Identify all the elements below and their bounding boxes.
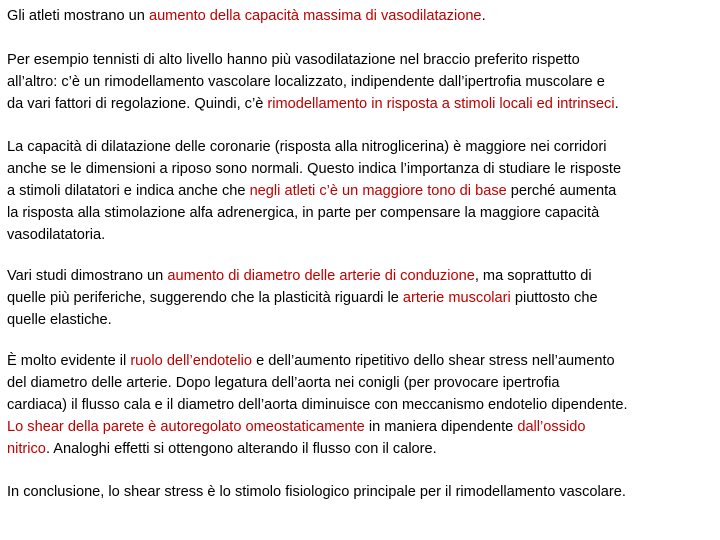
text-line — [7, 93, 717, 115]
body-text: piuttosto che — [510, 290, 598, 306]
body-text: da vari fattori di regolazione. Quindi, c’è — [7, 96, 268, 112]
text-line — [7, 202, 717, 224]
body-text: a stimoli dilatatori e indica anche che — [7, 183, 250, 199]
text-line — [7, 481, 717, 503]
highlighted-text: negli atleti c’è un maggiore tono di base — [249, 183, 507, 199]
body-text: perché aumenta — [506, 183, 617, 199]
text-line — [7, 350, 717, 372]
body-text: del diametro delle arterie. Dopo legatura dell’aorta nei conigli (per provocare ipertrofia — [7, 375, 560, 391]
highlighted-text: dall’ossido — [517, 419, 586, 435]
body-text: quelle elastiche. — [7, 312, 112, 328]
highlighted-text: ruolo dell’endotelio — [130, 353, 253, 369]
body-text: e dell’aumento ripetitivo dello shear stress nell’aumento — [252, 353, 615, 369]
highlighted-text: aumento della capacità massima di vasodilatazione — [148, 8, 482, 24]
body-text: È molto evidente il — [7, 353, 131, 369]
text-line — [7, 394, 717, 416]
highlighted-text: arterie muscolari — [402, 290, 511, 306]
text-line — [7, 438, 717, 460]
body-text: in maniera dipendente — [364, 419, 518, 435]
paragraph-athletes-vasodilation — [7, 5, 717, 27]
body-text: Per esempio tennisti di alto livello hanno più vasodilatazione nel braccio preferito rispetto — [7, 52, 580, 68]
paragraph-tennis-example — [7, 49, 717, 115]
text-line — [7, 372, 717, 394]
text-line — [7, 5, 717, 27]
body-text: la risposta alla stimolazione alfa adrenergica, in parte per compensare la maggiore capacità — [7, 205, 600, 221]
text-line — [7, 49, 717, 71]
body-text: Vari studi dimostrano un — [7, 268, 168, 284]
body-text: anche se le dimensioni a riposo sono normali. Questo indica l’importanza di studiare le risposte — [7, 161, 622, 177]
text-line — [7, 71, 717, 93]
paragraph-conclusion — [7, 481, 717, 503]
text-line — [7, 309, 717, 331]
body-text: . — [614, 96, 619, 112]
body-text: cardiaca) il flusso cala e il diametro dell’aorta diminuisce con meccanismo endotelio dipendente. — [7, 397, 628, 413]
text-line — [7, 416, 717, 438]
text-line — [7, 224, 717, 246]
body-text: quelle più periferiche, suggerendo che la plasticità riguardi le — [7, 290, 403, 306]
text-line — [7, 265, 717, 287]
text-line — [7, 287, 717, 309]
paragraph-coronary-dilation — [7, 136, 717, 246]
paragraph-conduit-arteries — [7, 265, 717, 331]
highlighted-text: rimodellamento in risposta a stimoli locali ed intrinseci — [267, 96, 615, 112]
text-line — [7, 136, 717, 158]
highlighted-text: aumento di diametro delle arterie di conduzione — [167, 268, 475, 284]
body-text: vasodilatatoria. — [7, 227, 106, 243]
paragraph-endothelium-role — [7, 350, 717, 460]
text-line — [7, 158, 717, 180]
body-text: In conclusione, lo shear stress è lo stimolo fisiologico principale per il rimodellamento vascolare. — [7, 484, 626, 500]
body-text: . — [481, 8, 486, 24]
body-text: . Analoghi effetti si ottengono alterando il flusso con il calore. — [45, 441, 437, 457]
highlighted-text: Lo shear della parete è autoregolato omeostaticamente — [7, 419, 365, 435]
body-text: all’altro: c’è un rimodellamento vascolare localizzato, indipendente dall’ipertrofia muscolare e — [7, 74, 605, 90]
text-line — [7, 180, 717, 202]
body-text: Gli atleti mostrano un — [7, 8, 149, 24]
highlighted-text: nitrico — [7, 441, 46, 457]
body-text: , ma soprattutto di — [474, 268, 592, 284]
body-text: La capacità di dilatazione delle coronarie (risposta alla nitroglicerina) è maggiore nei corridori — [7, 139, 607, 155]
